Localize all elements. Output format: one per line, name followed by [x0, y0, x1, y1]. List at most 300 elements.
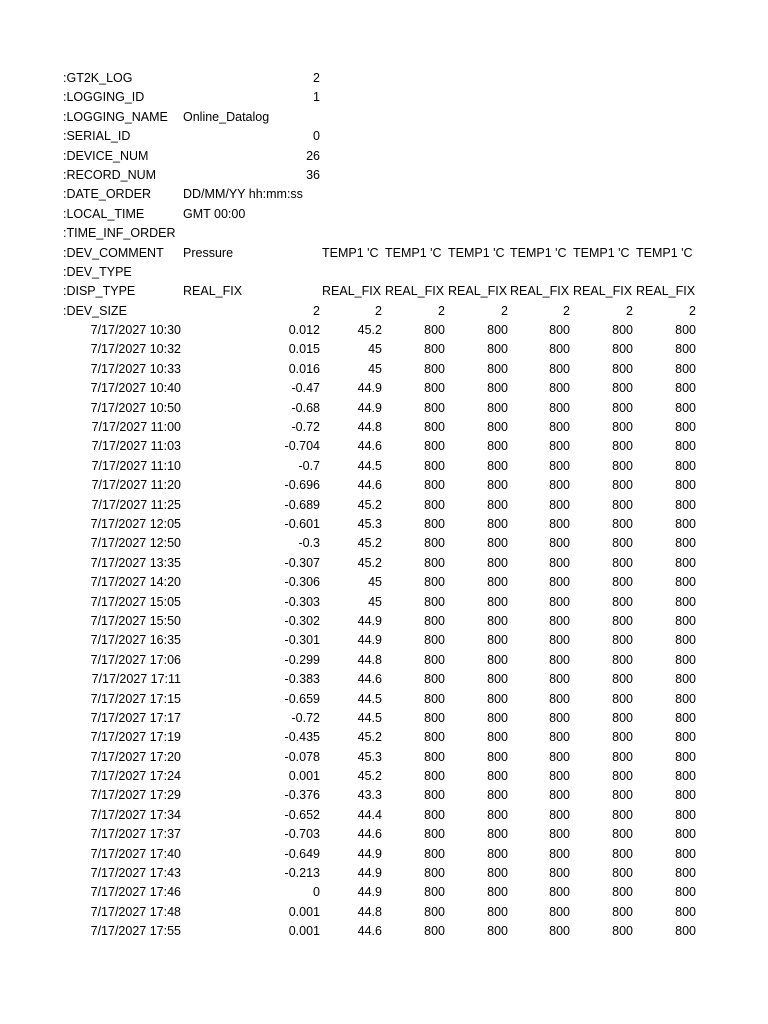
- temp1-cell: 800: [487, 536, 508, 551]
- timestamp-cell: 7/17/2027 10:50: [90, 400, 181, 415]
- temp1-cell: 45.3: [357, 516, 382, 531]
- temp1-cell: 800: [487, 420, 508, 435]
- temp1-cell: 800: [549, 924, 570, 939]
- header-row-device-num: [63, 147, 703, 166]
- temp1-cell: 800: [424, 478, 445, 493]
- temp1-cell: 800: [612, 439, 633, 454]
- header-value: DD/MM/YY hh:mm:ss: [183, 187, 303, 202]
- pressure-cell: -0.649: [284, 846, 320, 861]
- temp1-cell: 44.9: [357, 613, 382, 628]
- temp1-cell: 800: [612, 613, 633, 628]
- temp1-cell: 800: [487, 575, 508, 590]
- header-row-local-time: [63, 205, 703, 224]
- pressure-cell: -0.306: [284, 575, 320, 590]
- pressure-cell: -0.47: [291, 381, 320, 396]
- header-value: 2: [313, 71, 320, 85]
- timestamp-cell: 7/17/2027 11:00: [91, 420, 181, 435]
- temp1-cell: 800: [612, 827, 633, 842]
- temp1-cell: 800: [612, 866, 633, 881]
- temp1-cell: 800: [612, 710, 633, 725]
- pressure-cell: -0.7: [298, 458, 320, 473]
- timestamp-cell: 7/17/2027 10:40: [90, 381, 181, 396]
- temp1-cell: 800: [612, 420, 633, 435]
- dev-comment-cell: TEMP1 'C: [385, 245, 442, 260]
- temp1-cell: 43.3: [357, 788, 382, 803]
- data-rows: [63, 321, 703, 942]
- disp-type-cell: REAL_FIX: [183, 284, 243, 299]
- table-row: [63, 321, 703, 340]
- temp1-cell: 800: [487, 827, 508, 842]
- temp1-cell: 45.2: [357, 536, 382, 551]
- temp1-cell: 800: [424, 361, 445, 376]
- temp1-cell: 800: [612, 381, 633, 396]
- temp1-cell: 44.5: [357, 458, 382, 473]
- header-label: :DEV_SIZE: [63, 303, 127, 318]
- header-label: :SERIAL_ID: [63, 129, 131, 144]
- header-row-disp-type: [63, 282, 703, 301]
- temp1-cell: 800: [487, 672, 508, 687]
- table-row: [63, 864, 703, 883]
- temp1-cell: 800: [675, 458, 696, 473]
- timestamp-cell: 7/17/2027 14:20: [90, 575, 181, 590]
- disp-type-cell: REAL_FIX: [510, 284, 570, 299]
- temp1-cell: 800: [424, 497, 445, 512]
- table-row: [63, 806, 703, 825]
- temp1-cell: 800: [612, 400, 633, 415]
- temp1-cell: 800: [675, 478, 696, 493]
- temp1-cell: 800: [549, 361, 570, 376]
- timestamp-cell: 7/17/2027 17:24: [90, 769, 181, 784]
- table-row: [63, 728, 703, 747]
- temp1-cell: 45: [368, 361, 382, 376]
- temp1-cell: 44.6: [357, 827, 382, 842]
- temp1-cell: 800: [487, 730, 508, 745]
- timestamp-cell: 7/17/2027 17:17: [90, 710, 181, 725]
- temp1-cell: 800: [612, 555, 633, 570]
- temp1-cell: 800: [487, 497, 508, 512]
- temp1-cell: 800: [549, 613, 570, 628]
- temp1-cell: 800: [549, 846, 570, 861]
- temp1-cell: 800: [549, 866, 570, 881]
- temp1-cell: 800: [612, 516, 633, 531]
- table-row: [63, 883, 703, 902]
- temp1-cell: 800: [487, 478, 508, 493]
- temp1-cell: 800: [549, 458, 570, 473]
- temp1-cell: 800: [612, 575, 633, 590]
- temp1-cell: 800: [549, 885, 570, 900]
- temp1-cell: 44.8: [357, 904, 382, 919]
- temp1-cell: 800: [487, 323, 508, 338]
- timestamp-cell: 7/17/2027 12:05: [90, 516, 181, 531]
- temp1-cell: 800: [549, 323, 570, 338]
- dev-comment-cell: TEMP1 'C: [448, 245, 505, 260]
- timestamp-cell: 7/17/2027 17:43: [90, 866, 181, 881]
- disp-type-cell: REAL_FIX: [573, 284, 633, 299]
- temp1-cell: 45.2: [357, 769, 382, 784]
- temp1-cell: 45: [368, 575, 382, 590]
- temp1-cell: 800: [549, 536, 570, 551]
- temp1-cell: 800: [424, 769, 445, 784]
- header-label: :LOGGING_NAME: [63, 109, 168, 124]
- temp1-cell: 800: [424, 342, 445, 357]
- temp1-cell: 800: [675, 846, 696, 861]
- temp1-cell: 800: [675, 594, 696, 609]
- temp1-cell: 44.8: [357, 420, 382, 435]
- timestamp-cell: 7/17/2027 15:50: [90, 613, 181, 628]
- table-row: [63, 399, 703, 418]
- temp1-cell: 800: [549, 400, 570, 415]
- dev-comment-cell: TEMP1 'C: [510, 245, 567, 260]
- temp1-cell: 800: [424, 749, 445, 764]
- temp1-cell: 800: [487, 613, 508, 628]
- temp1-cell: 800: [549, 827, 570, 842]
- disp-type-cell: REAL_FIX: [385, 284, 445, 299]
- header-row-record-num: [63, 166, 703, 185]
- temp1-cell: 44.6: [357, 478, 382, 493]
- temp1-cell: 800: [424, 439, 445, 454]
- temp1-cell: 45.2: [357, 730, 382, 745]
- temp1-cell: 800: [675, 672, 696, 687]
- temp1-cell: 800: [487, 458, 508, 473]
- disp-type-cell: REAL_FIX: [322, 284, 382, 299]
- temp1-cell: 800: [487, 633, 508, 648]
- temp1-cell: 800: [424, 866, 445, 881]
- table-row: [63, 573, 703, 592]
- temp1-cell: 800: [675, 633, 696, 648]
- dev-size-cell: 2: [375, 303, 382, 318]
- pressure-cell: 0.001: [288, 924, 320, 939]
- temp1-cell: 800: [675, 885, 696, 900]
- temp1-cell: 44.4: [357, 807, 382, 822]
- dev-size-cell: 2: [313, 303, 320, 318]
- temp1-cell: 800: [487, 555, 508, 570]
- temp1-cell: 800: [612, 361, 633, 376]
- table-row: [63, 476, 703, 495]
- temp1-cell: 800: [675, 613, 696, 628]
- temp1-cell: 800: [549, 420, 570, 435]
- timestamp-cell: 7/17/2027 17:55: [90, 924, 181, 939]
- header-label: :LOGGING_ID: [63, 90, 145, 105]
- temp1-cell: 800: [424, 458, 445, 473]
- temp1-cell: 800: [675, 788, 696, 803]
- temp1-cell: 800: [549, 769, 570, 784]
- temp1-cell: 800: [487, 769, 508, 784]
- temp1-cell: 800: [612, 691, 633, 706]
- header-row-dev-comment: [63, 244, 703, 263]
- temp1-cell: 800: [549, 594, 570, 609]
- temp1-cell: 800: [675, 555, 696, 570]
- temp1-cell: 800: [424, 323, 445, 338]
- temp1-cell: 800: [549, 730, 570, 745]
- temp1-cell: 800: [424, 924, 445, 939]
- temp1-cell: 44.9: [357, 866, 382, 881]
- header-label: :TIME_INF_ORDER: [63, 226, 176, 241]
- header-row-logging-name: [63, 108, 703, 127]
- timestamp-cell: 7/17/2027 17:29: [90, 788, 181, 803]
- temp1-cell: 800: [612, 497, 633, 512]
- temp1-cell: 800: [675, 710, 696, 725]
- temp1-cell: 44.9: [357, 633, 382, 648]
- temp1-cell: 800: [424, 652, 445, 667]
- header-value: 1: [313, 90, 320, 105]
- dev-size-cell: 2: [501, 303, 508, 318]
- timestamp-cell: 7/17/2027 11:03: [91, 439, 181, 454]
- header-row-dev-type: [63, 263, 703, 282]
- timestamp-cell: 7/17/2027 10:30: [90, 323, 181, 338]
- pressure-cell: -0.704: [284, 439, 320, 454]
- temp1-cell: 800: [612, 904, 633, 919]
- table-row: [63, 748, 703, 767]
- temp1-cell: 44.5: [357, 710, 382, 725]
- table-row: [63, 767, 703, 786]
- dev-comment-cell: TEMP1 'C: [322, 245, 379, 260]
- temp1-cell: 800: [549, 555, 570, 570]
- temp1-cell: 800: [675, 866, 696, 881]
- timestamp-cell: 7/17/2027 16:35: [90, 633, 181, 648]
- temp1-cell: 800: [487, 924, 508, 939]
- temp1-cell: 800: [549, 749, 570, 764]
- temp1-cell: 800: [675, 691, 696, 706]
- timestamp-cell: 7/17/2027 17:34: [90, 807, 181, 822]
- temp1-cell: 800: [424, 788, 445, 803]
- header-row-gt2k-log: [63, 69, 703, 88]
- pressure-cell: -0.659: [284, 691, 320, 706]
- temp1-cell: 800: [549, 516, 570, 531]
- table-row: [63, 690, 703, 709]
- timestamp-cell: 7/17/2027 17:37: [90, 827, 181, 842]
- temp1-cell: 800: [612, 769, 633, 784]
- temp1-cell: 800: [675, 536, 696, 551]
- table-row: [63, 709, 703, 728]
- temp1-cell: 800: [487, 652, 508, 667]
- timestamp-cell: 7/17/2027 17:46: [90, 885, 181, 900]
- temp1-cell: 800: [612, 633, 633, 648]
- temp1-cell: 45.3: [357, 749, 382, 764]
- temp1-cell: 800: [549, 342, 570, 357]
- temp1-cell: 800: [612, 458, 633, 473]
- temp1-cell: 800: [612, 885, 633, 900]
- temp1-cell: 45.2: [357, 323, 382, 338]
- timestamp-cell: 7/17/2027 17:06: [90, 652, 181, 667]
- timestamp-cell: 7/17/2027 17:19: [90, 730, 181, 745]
- temp1-cell: 800: [424, 420, 445, 435]
- temp1-cell: 800: [424, 633, 445, 648]
- table-row: [63, 631, 703, 650]
- header-value: 0: [313, 129, 320, 144]
- dev-comment-cell: TEMP1 'C: [636, 245, 693, 260]
- temp1-cell: 800: [675, 924, 696, 939]
- temp1-cell: 800: [424, 613, 445, 628]
- temp1-cell: 800: [549, 497, 570, 512]
- temp1-cell: 800: [612, 749, 633, 764]
- disp-type-cell: REAL_FIX: [636, 284, 696, 299]
- temp1-cell: 800: [487, 691, 508, 706]
- temp1-cell: 800: [612, 924, 633, 939]
- timestamp-cell: 7/17/2027 17:20: [90, 749, 181, 764]
- pressure-cell: 0: [313, 885, 320, 900]
- pressure-cell: -0.696: [284, 478, 320, 493]
- timestamp-cell: 7/17/2027 11:20: [91, 478, 181, 493]
- temp1-cell: 800: [675, 749, 696, 764]
- table-row: [63, 670, 703, 689]
- temp1-cell: 800: [612, 807, 633, 822]
- timestamp-cell: 7/17/2027 15:05: [90, 594, 181, 609]
- header-value: 26: [306, 148, 320, 163]
- header-label: :LOCAL_TIME: [63, 206, 145, 221]
- header-label: :DEVICE_NUM: [63, 148, 149, 163]
- timestamp-cell: 7/17/2027 17:11: [91, 672, 181, 687]
- temp1-cell: 45.2: [357, 555, 382, 570]
- header-label: :RECORD_NUM: [63, 167, 157, 182]
- temp1-cell: 800: [612, 478, 633, 493]
- temp1-cell: 800: [487, 866, 508, 881]
- temp1-cell: 800: [549, 652, 570, 667]
- header-row-date-order: [63, 185, 703, 204]
- temp1-cell: 800: [487, 788, 508, 803]
- temp1-cell: 800: [487, 342, 508, 357]
- timestamp-cell: 7/17/2027 10:32: [90, 342, 181, 357]
- temp1-cell: 800: [487, 400, 508, 415]
- temp1-cell: 800: [424, 885, 445, 900]
- pressure-cell: -0.72: [291, 420, 320, 435]
- temp1-cell: 800: [675, 361, 696, 376]
- temp1-cell: 44.6: [357, 439, 382, 454]
- temp1-cell: 800: [424, 516, 445, 531]
- pressure-cell: -0.213: [284, 866, 320, 881]
- table-row: [63, 845, 703, 864]
- temp1-cell: 800: [675, 342, 696, 357]
- timestamp-cell: 7/17/2027 17:48: [90, 904, 181, 919]
- temp1-cell: 800: [675, 400, 696, 415]
- datalog-sheet: [63, 69, 703, 942]
- temp1-cell: 800: [549, 633, 570, 648]
- temp1-cell: 800: [549, 672, 570, 687]
- temp1-cell: 800: [487, 846, 508, 861]
- header-row-dev-size: [63, 302, 703, 321]
- table-row: [63, 554, 703, 573]
- temp1-cell: 800: [612, 846, 633, 861]
- temp1-cell: 800: [549, 904, 570, 919]
- table-row: [63, 437, 703, 456]
- temp1-cell: 800: [675, 497, 696, 512]
- dev-size-cell: 2: [689, 303, 696, 318]
- pressure-cell: -0.689: [284, 497, 320, 512]
- header-row-time-inf-order: [63, 224, 703, 243]
- temp1-cell: 800: [487, 516, 508, 531]
- temp1-cell: 800: [549, 381, 570, 396]
- header-label: :GT2K_LOG: [63, 71, 133, 85]
- temp1-cell: 800: [675, 827, 696, 842]
- temp1-cell: 800: [612, 730, 633, 745]
- pressure-cell: -0.299: [284, 652, 320, 667]
- temp1-cell: 800: [675, 652, 696, 667]
- temp1-cell: 800: [549, 575, 570, 590]
- temp1-cell: 800: [612, 652, 633, 667]
- pressure-cell: -0.68: [291, 400, 320, 415]
- header-label: :DISP_TYPE: [63, 284, 136, 299]
- temp1-cell: 800: [424, 807, 445, 822]
- table-row: [63, 340, 703, 359]
- timestamp-cell: 7/17/2027 12:50: [90, 536, 181, 551]
- pressure-cell: -0.703: [284, 827, 320, 842]
- table-row: [63, 922, 703, 941]
- header-label: :DATE_ORDER: [63, 187, 151, 202]
- dev-comment-cell: TEMP1 'C: [573, 245, 630, 260]
- temp1-cell: 800: [487, 749, 508, 764]
- table-row: [63, 786, 703, 805]
- temp1-cell: 44.9: [357, 400, 382, 415]
- temp1-cell: 44.6: [357, 672, 382, 687]
- pressure-cell: 0.001: [288, 769, 320, 784]
- temp1-cell: 800: [675, 730, 696, 745]
- temp1-cell: 44.5: [357, 691, 382, 706]
- pressure-cell: -0.435: [284, 730, 320, 745]
- timestamp-cell: 7/17/2027 17:40: [90, 846, 181, 861]
- table-row: [63, 496, 703, 515]
- temp1-cell: 800: [612, 672, 633, 687]
- temp1-cell: 800: [675, 420, 696, 435]
- pressure-cell: -0.302: [284, 613, 320, 628]
- temp1-cell: 800: [487, 381, 508, 396]
- pressure-cell: -0.383: [284, 672, 320, 687]
- table-row: [63, 651, 703, 670]
- temp1-cell: 800: [612, 323, 633, 338]
- temp1-cell: 800: [675, 575, 696, 590]
- temp1-cell: 800: [612, 536, 633, 551]
- temp1-cell: 800: [487, 904, 508, 919]
- temp1-cell: 800: [549, 710, 570, 725]
- temp1-cell: 800: [487, 710, 508, 725]
- header-value: GMT 00:00: [183, 206, 246, 221]
- temp1-cell: 45: [368, 342, 382, 357]
- temp1-cell: 800: [549, 691, 570, 706]
- temp1-cell: 800: [424, 827, 445, 842]
- header-label: :DEV_TYPE: [63, 264, 132, 279]
- temp1-cell: 45.2: [357, 497, 382, 512]
- temp1-cell: 800: [612, 788, 633, 803]
- pressure-cell: -0.601: [284, 516, 320, 531]
- table-row: [63, 612, 703, 631]
- header-row-serial-id: [63, 127, 703, 146]
- temp1-cell: 800: [487, 361, 508, 376]
- temp1-cell: 800: [549, 807, 570, 822]
- temp1-cell: 44.8: [357, 652, 382, 667]
- temp1-cell: 44.9: [357, 846, 382, 861]
- dev-comment-cell: Pressure: [183, 245, 234, 260]
- disp-type-cell: REAL_FIX: [448, 284, 508, 299]
- temp1-cell: 800: [549, 478, 570, 493]
- table-row: [63, 379, 703, 398]
- temp1-cell: 800: [424, 555, 445, 570]
- header-row-logging-id: [63, 88, 703, 107]
- table-row: [63, 903, 703, 922]
- table-row: [63, 457, 703, 476]
- pressure-cell: 0.012: [288, 323, 320, 338]
- pressure-cell: -0.303: [284, 594, 320, 609]
- temp1-cell: 800: [675, 381, 696, 396]
- pressure-cell: -0.301: [284, 633, 320, 648]
- temp1-cell: 800: [424, 730, 445, 745]
- temp1-cell: 800: [487, 807, 508, 822]
- temp1-cell: 800: [675, 769, 696, 784]
- table-row: [63, 825, 703, 844]
- temp1-cell: 800: [424, 710, 445, 725]
- temp1-cell: 800: [675, 807, 696, 822]
- dev-size-cell: 2: [438, 303, 445, 318]
- timestamp-cell: 7/17/2027 17:15: [90, 691, 181, 706]
- header-value: Online_Datalog: [183, 109, 270, 124]
- timestamp-cell: 7/17/2027 10:33: [90, 361, 181, 376]
